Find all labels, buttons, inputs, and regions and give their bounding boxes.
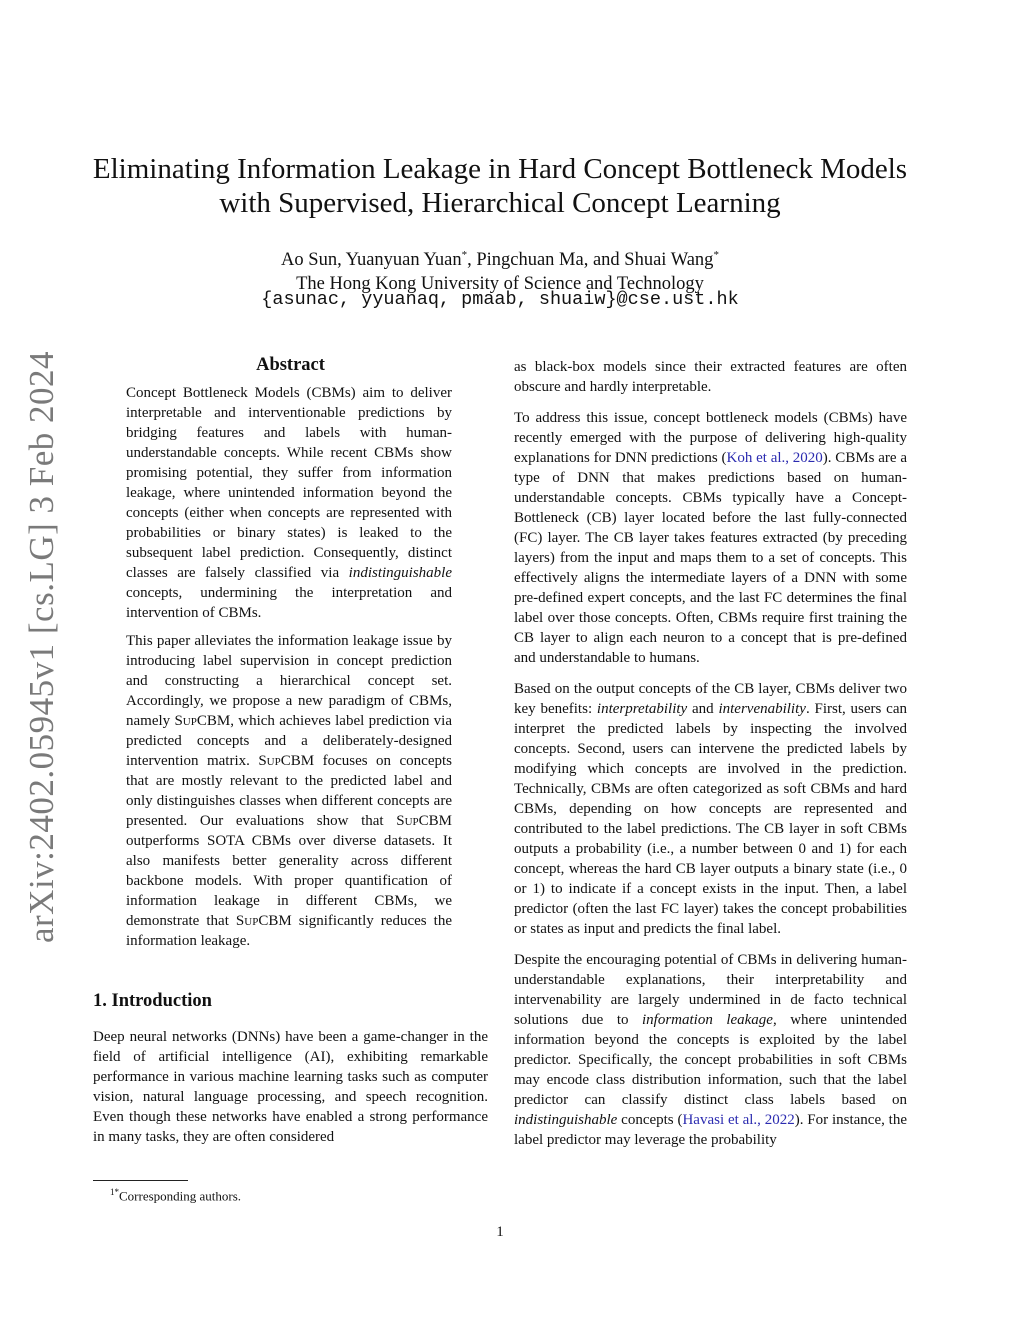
text-run: Based on the output concepts of the CB layer, CBMs deliver two key benefits:	[514, 681, 907, 717]
abstract-body	[126, 383, 452, 951]
footnote	[110, 1184, 241, 1204]
author-names-part-2: , Pingchuan Ma, and Shuai Wang	[467, 250, 714, 271]
citation-link[interactable]: Havasi et al., 2022	[682, 1112, 795, 1128]
introduction-paragraph-2	[514, 408, 907, 668]
text-run: To address this issue, concept bottleneck models (CBMs) have recently emerged with the purpose of delivering high-quality explanations for DNN predictions (	[514, 410, 907, 466]
text-run: ). CBMs are a type of DNN that makes predictions based on human-understandable concepts. CBMs typically have a Concept-Bottleneck (CB) layer located before the last fully-connected (FC) layer. The CB layer takes features extracted (by preceding layers) from the input and maps them to a set of concepts. This effectively aligns the intermediate layers of a DNN with some pre-defined expert concepts, and the last FC determines the final label over those concepts. Often, CBMs require first training the CB layer to align each neuron to a concept that is pre-defined and understandable to humans.	[514, 450, 907, 666]
arxiv-identifier-stamp	[16, 350, 68, 944]
emphasis: interpretability	[596, 701, 688, 717]
abstract-paragraph-1	[126, 383, 452, 623]
corresponding-mark: *	[461, 249, 468, 261]
title-line-1: Eliminating Information Leakage in Hard Concept Bottleneck Models	[92, 153, 908, 185]
text-run: Concept Bottleneck Models (CBMs) aim to deliver interpretable and interventionable predictions by bridging features and labels with human-understandable concepts. While recent CBMs show promising potential, they suffer from information leakage, where unintended information beyond the concepts (either when concepts are represented with probabilities or binary states) is leaked to the subsequent label prediction. Consequently, distinct classes are falsely classified via	[126, 385, 452, 581]
text-run: ). For instance, the label predictor may leverage the probability	[514, 1112, 907, 1148]
text-run: and	[687, 701, 719, 717]
arxiv-identifier-text: arXiv:2402.05945v1 [cs.LG] 3 Feb 2024	[22, 350, 62, 944]
emphasis: indistinguishable	[514, 1112, 618, 1128]
text-run: Despite the encouraging potential of CBMs in delivering human-understandable explanations, their interpretability and intervenability are largely undermined in de facto technical solutions due to	[514, 952, 907, 1028]
text-run: concepts (	[617, 1112, 683, 1128]
page-number: 1	[496, 1224, 504, 1240]
text-run: , which achieves label prediction via predicted concepts and a deliberately-designed intervention matrix.	[126, 713, 452, 769]
text-run: , where unintended information beyond the concepts is exploited by the label predictor. Specifically, the concept probabilities in soft CBMs may encode class distribution information, such that the label predictor can classify distinct class labels based on	[514, 1012, 907, 1108]
author-names	[60, 243, 940, 272]
method-name: SupCBM	[396, 813, 452, 829]
text-run: This paper alleviates the information leakage issue by introducing label supervision in concept prediction and constructing a hierarchical concept set. Accordingly, we propose a new paradigm of CBMs, namely	[126, 633, 452, 729]
paper-title	[60, 152, 940, 220]
affiliation: The Hong Kong University of Science and Technology	[296, 274, 704, 295]
method-name: SupCBM	[235, 913, 292, 929]
emphasis: indistinguishable	[348, 565, 452, 581]
text-run: focuses on concepts that are mostly relevant to the predicted label and only distinguishes classes when different concepts are presented. Our evaluations show that	[126, 753, 452, 829]
text-run: outperforms SOTA CBMs over diverse datasets. It also manifests better generality across different backbone models. With proper quantification of information leakage in different CBMs, we demonstrate that	[126, 833, 452, 929]
introduction-paragraph-1: Deep neural networks (DNNs) have been a game-changer in the field of artificial intelligence (AI), exhibiting remarkable performance in various machine learning tasks such as computer vision, natural language processing, and speech recognition. Even though these networks have enabled a strong performance in many tasks, they are often considered	[93, 1029, 488, 1145]
introduction-continued-paragraph: as black-box models since their extracted features are often obscure and hardly interpretable.	[514, 359, 907, 395]
introduction-paragraph-3	[514, 679, 907, 939]
text-run: concepts, undermining the interpretation and intervention of CBMs.	[126, 585, 452, 621]
introduction-heading: 1. Introduction	[93, 991, 212, 1011]
corresponding-mark: *	[713, 249, 719, 261]
footnote-mark: 1*	[110, 1187, 119, 1197]
text-run: significantly reduces the information leakage.	[126, 913, 452, 949]
method-name: SupCBM	[258, 753, 315, 769]
text-run: . First, users can interpret the predicted labels by inspecting the involved concepts. Second, users can intervene the predicted labels by modifying which concepts are involved in the prediction. Technically, CBMs are often categorized as soft CBMs and hard CBMs, depending on how concepts are represented and contributed to the label predictions. The CB layer in soft CBMs outputs a probability (i.e., a number between 0 and 1) for each concept, whereas the hard CB layer outputs a binary state (i.e., 0 or 1) to indicate if a concept exists in the input. Then, a label predictor (often the last FC layer) takes the concept probabilities or states as input and predicts the final label.	[514, 701, 907, 937]
emphasis: intervenability	[718, 701, 806, 717]
title-line-2: with Supervised, Hierarchical Concept Learning	[219, 187, 781, 219]
footnote-divider	[93, 1180, 188, 1181]
author-names-part-1: Ao Sun, Yuanyuan Yuan	[281, 250, 462, 271]
author-emails: {asunac, yyuanaq, pmaab, shuaiw}@cse.ust.hk	[261, 289, 739, 310]
method-name: SupCBM	[174, 713, 231, 729]
footnote-text: Corresponding authors.	[119, 1188, 242, 1204]
citation-link[interactable]: Koh et al., 2020	[726, 450, 823, 466]
abstract-heading: Abstract	[256, 355, 325, 375]
emphasis: information leakage	[641, 1012, 773, 1028]
introduction-paragraph-4	[514, 950, 907, 1150]
left-column	[93, 353, 488, 1147]
abstract-paragraph-2	[126, 631, 452, 951]
right-column	[514, 357, 907, 1150]
